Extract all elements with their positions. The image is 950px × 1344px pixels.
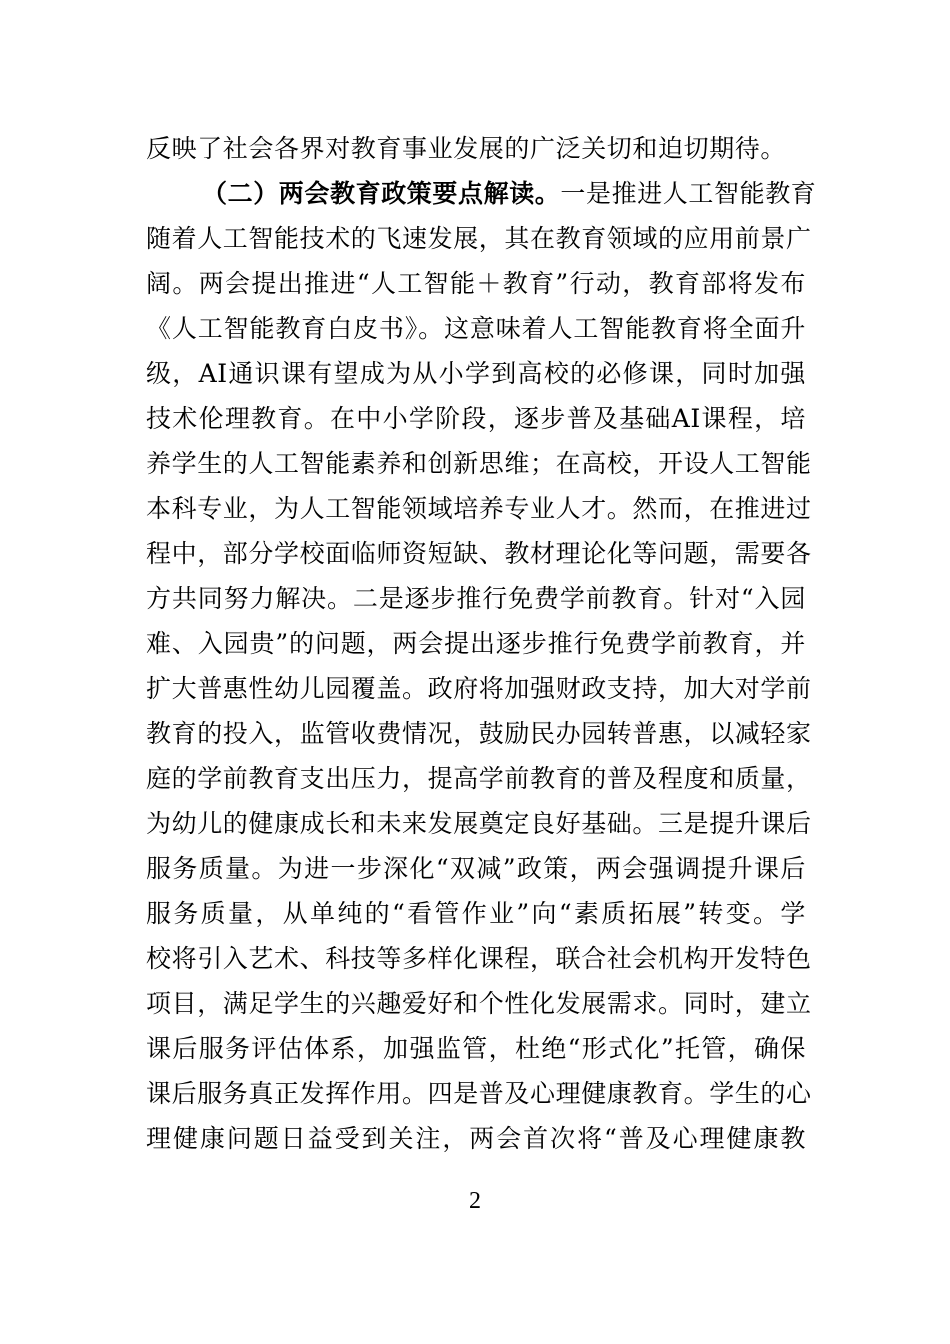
paragraph-line: 庭的学前教育支出压力，提高学前教育的普及程度和质量， [146,764,812,793]
paragraph-line: 服务质量，从单纯的“看管作业”向“素质拓展”转变。学 [146,899,806,928]
paragraph-line: 教育的投入，监管收费情况，鼓励民办园转普惠，以减轻家 [146,719,812,748]
paragraph-line: 程中，部分学校面临师资短缺、教材理论化等问题，需要各 [146,539,812,568]
paragraph-line: 服务质量。为进一步深化“双减”政策，两会强调提升课后 [146,854,806,883]
paragraph-line: 本科专业，为人工智能领域培养专业人才。然而，在推进过 [146,494,812,523]
paragraph-line: 养学生的人工智能素养和创新思维；在高校，开设人工智能 [146,449,812,478]
paragraph-line: 课后服务真正发挥作用。四是普及心理健康教育。学生的心 [146,1079,812,1108]
paragraph-line: 级，AI通识课有望成为从小学到高校的必修课，同时加强 [146,359,806,388]
paragraph-line: 为幼儿的健康成长和未来发展奠定良好基础。三是提升课后 [146,809,812,838]
paragraph-line: 校将引入艺术、科技等多样化课程，联合社会机构开发特色 [146,944,812,973]
section-first-line-text: 一是推进人工智能教育 [560,179,817,208]
paragraph-line: 理健康问题日益受到关注，两会首次将“普及心理健康教 [146,1124,806,1153]
paragraph-line: 课后服务评估体系，加强监管，杜绝“形式化”托管，确保 [146,1034,806,1063]
section-heading-line [202,171,817,216]
paragraph-line: 随着人工智能技术的飞速发展，其在教育领域的应用前景广 [146,224,812,253]
paragraph-line: 技术伦理教育。在中小学阶段，逐步普及基础AI课程，培 [146,404,806,433]
paragraph-line: 方共同努力解决。二是逐步推行免费学前教育。针对“入园 [146,584,806,613]
paragraph-line: 阔。两会提出推进“人工智能＋教育”行动，教育部将发布 [146,269,806,298]
paragraph-line: 难、入园贵”的问题，两会提出逐步推行免费学前教育，并 [146,629,806,658]
page-number: 2 [469,1188,481,1214]
paragraph-line: 项目，满足学生的兴趣爱好和个性化发展需求。同时，建立 [146,989,812,1018]
section-heading: （二）两会教育政策要点解读。 [202,179,561,208]
paragraph-line: 《人工智能教育白皮书》。这意味着人工智能教育将全面升 [146,314,806,343]
paragraph-line: 扩大普惠性幼儿园覆盖。政府将加强财政支持，加大对学前 [146,674,812,703]
paragraph-line: 反映了社会各界对教育事业发展的广泛关切和迫切期待。 [146,134,787,163]
